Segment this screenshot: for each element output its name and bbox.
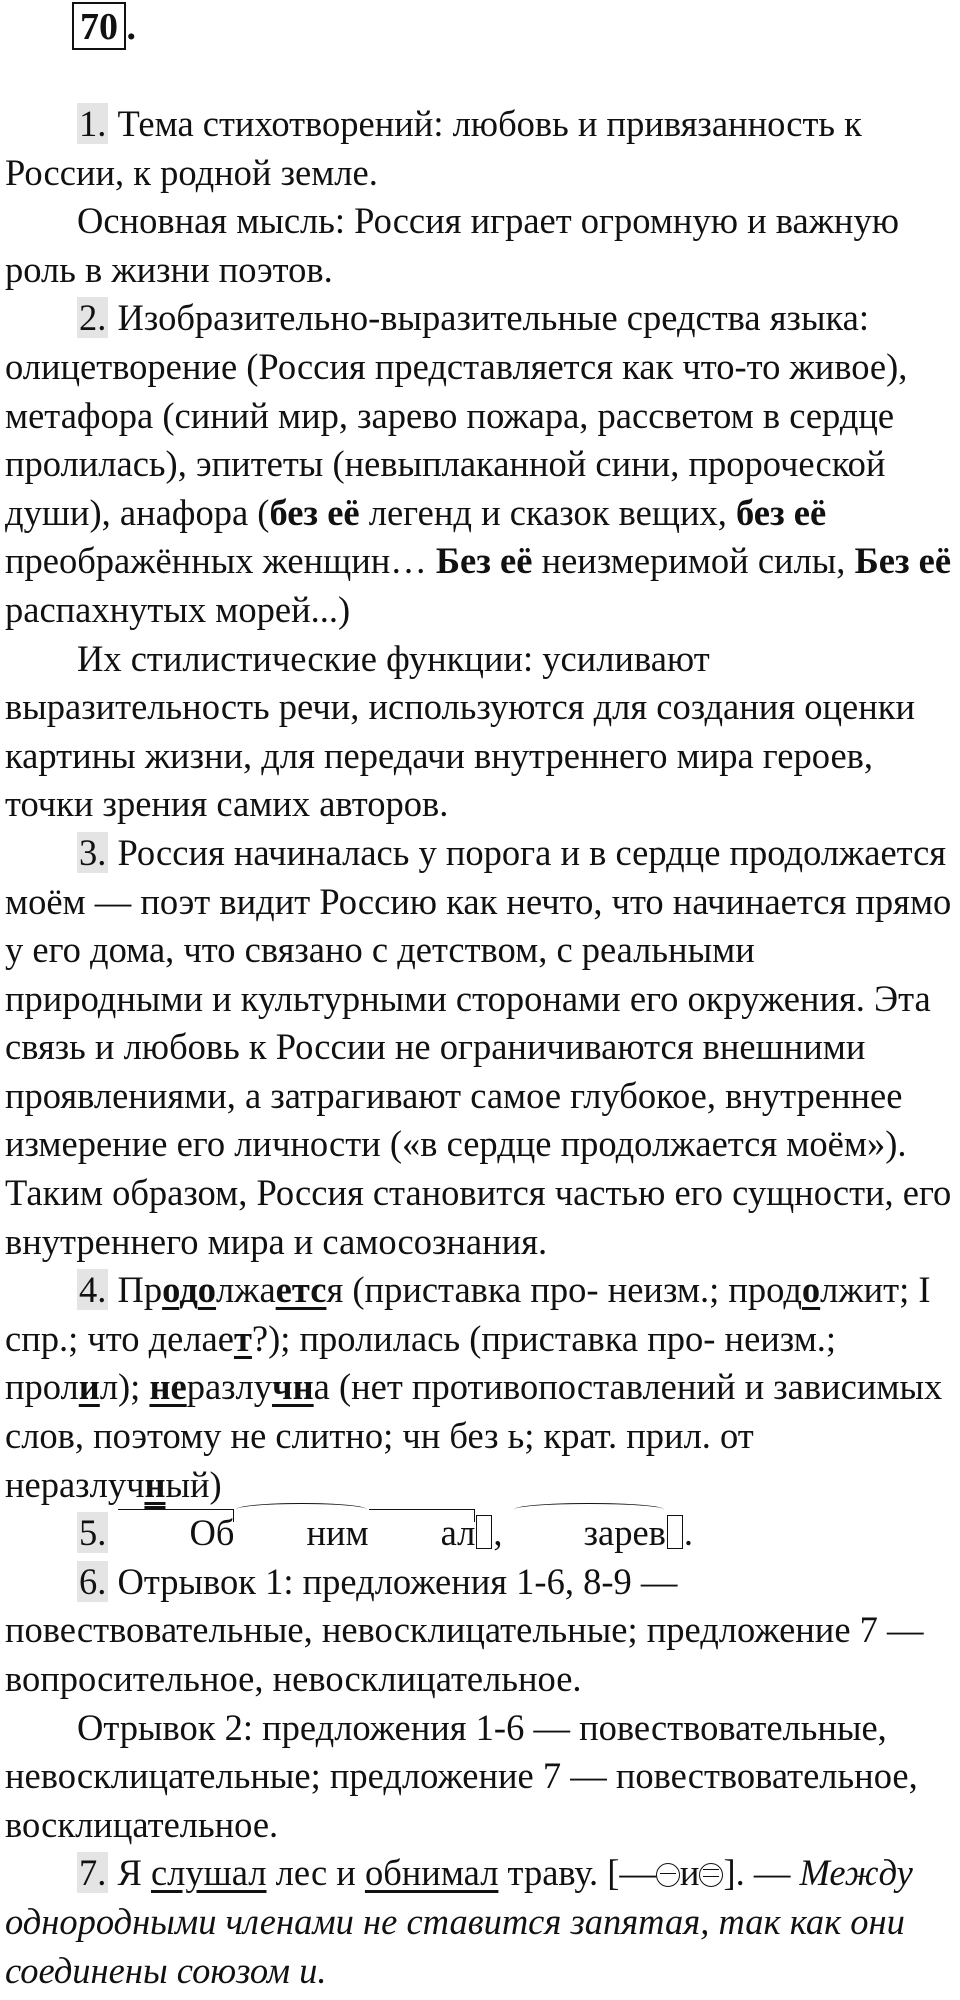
suffix-mark: ал: [369, 1509, 476, 1558]
marked-letter: чн: [272, 1366, 314, 1408]
text-run: и: [679, 1852, 700, 1894]
text-run: (приставка про- неизм.; прод: [343, 1269, 802, 1311]
text-run: распахнутых морей...): [5, 588, 351, 630]
text-run: Изобразительно-выразительные средства языка: олицетворение (Россия представляется как что-то живое), метафора (синий мир, зарево пожара, рассветом в сердце пролилась), эпитеты (невыплаканной сини, пророческой души), анафора (: [5, 297, 908, 533]
marked-letter: етс: [275, 1269, 327, 1311]
text-run: ?); пролилась (приставка про- неизм.; прол: [5, 1317, 837, 1408]
text-run: лес и: [266, 1852, 365, 1894]
task-number: [72, 2, 136, 50]
ending-box: [476, 1515, 492, 1549]
text-run: разлу: [186, 1366, 273, 1408]
text-run: Пр: [108, 1269, 163, 1311]
text-run: преображённых женщин…: [5, 540, 436, 582]
bold-run: Без её: [854, 540, 952, 582]
answer-1: [5, 100, 955, 197]
predicate-circle-icon: [656, 1863, 680, 1887]
marked-letter: о: [801, 1269, 821, 1311]
answer-1-main-idea: Основная мысль: Россия играет огромную и важную роль в жизни поэтов.: [5, 200, 899, 290]
item-number: 3.: [79, 831, 107, 873]
ending-box: [667, 1515, 683, 1549]
answer-2: [5, 294, 955, 634]
item-number: 6.: [79, 1560, 107, 1602]
answer-1-text: Тема стихотворений: любовь и привязанность к России, к родной земле.: [5, 103, 862, 193]
root-mark: зарев: [512, 1509, 666, 1558]
answer-4: [5, 1266, 955, 1509]
explanation-italic: Между однородными членами не ставится запятая, так как они соединены союзом и.: [5, 1852, 913, 1991]
task-number-dot: .: [126, 6, 136, 48]
text-run: я: [326, 1269, 344, 1311]
text-run: а: [313, 1366, 330, 1408]
text-run: ]. —: [723, 1852, 800, 1894]
root-mark: ним: [234, 1509, 368, 1558]
answer-content: [5, 100, 955, 1995]
answer-7: [5, 1849, 955, 1995]
text-run: легенд и сказок вещих,: [359, 491, 736, 533]
marked-letter: не: [149, 1366, 187, 1408]
prefix-mark: Об: [118, 1509, 235, 1558]
answer-6-text: Отрывок 1: предложения 1-6, 8-9 — повествовательные, невосклицательные; предложение 7 — вопросительное, невосклицательное.: [5, 1560, 924, 1699]
text-run: траву. [—: [498, 1852, 656, 1894]
separator: ,: [493, 1512, 512, 1554]
predicate-circle-icon: [699, 1863, 723, 1887]
marked-letter: д: [179, 1269, 198, 1311]
text-run: неизмеримой силы,: [532, 540, 855, 582]
marked-letter: н: [144, 1463, 166, 1505]
marked-letter: и: [78, 1366, 100, 1408]
marked-letter: о: [197, 1269, 217, 1311]
text-run: ый): [165, 1463, 222, 1505]
answer-5: [5, 1509, 955, 1558]
marked-letter: т: [233, 1317, 252, 1359]
task-number-text: 70: [80, 6, 118, 48]
item-number: 1.: [79, 103, 107, 144]
text-run: л);: [99, 1366, 150, 1408]
answer-6-fragment-2: Отрывок 2: предложения 1-6 — повествовательные, невосклицательные; предложение 7 — повествовательное, восклицательное.: [5, 1706, 918, 1845]
text-run: (нет противопоставлений и зависимых слов, поэтому не слитно; чн без ь; крат. прил. от неразлуч: [5, 1366, 943, 1505]
predicate-underlined: слушал: [150, 1852, 267, 1894]
answer-3-text: Россия начиналась у порога и в сердце продолжается моём — поэт видит Россию как нечто, что начинается прямо у его дома, что связано с детством, с реальными природными и культурными сторонами его окружения. Эта связь и любовь к России не ограничиваются внешними проявлениями, а затрагивают самое глубокое, внутреннее измерение его личности («в сердце продолжается моём»). Таким образом, Россия становится частью его сущности, его внутреннего мира и самосознания.: [5, 831, 952, 1262]
item-number: 5.: [79, 1512, 107, 1554]
text-run: лжа: [216, 1269, 276, 1311]
answer-2-functions: Их стилистические функции: усиливают выразительность речи, используются для создания оценки картины жизни, для передачи внутреннего мира героев, точки зрения самих авторов.: [5, 637, 916, 825]
item-number: 7.: [79, 1852, 107, 1894]
text-run: .: [683, 1512, 694, 1554]
text-run: Я: [108, 1852, 151, 1894]
predicate-underlined: обнимал: [364, 1852, 499, 1894]
bold-run: Без её: [435, 540, 533, 582]
bold-run: без её: [269, 491, 360, 533]
answer-6: [5, 1558, 955, 1704]
marked-letter: о: [162, 1269, 180, 1311]
text-run: лжит; I спр.; что делае: [5, 1269, 931, 1359]
item-number: 4.: [79, 1269, 107, 1311]
item-number: 2.: [79, 297, 107, 339]
bold-run: без её: [735, 491, 827, 533]
answer-3: [5, 829, 955, 1266]
